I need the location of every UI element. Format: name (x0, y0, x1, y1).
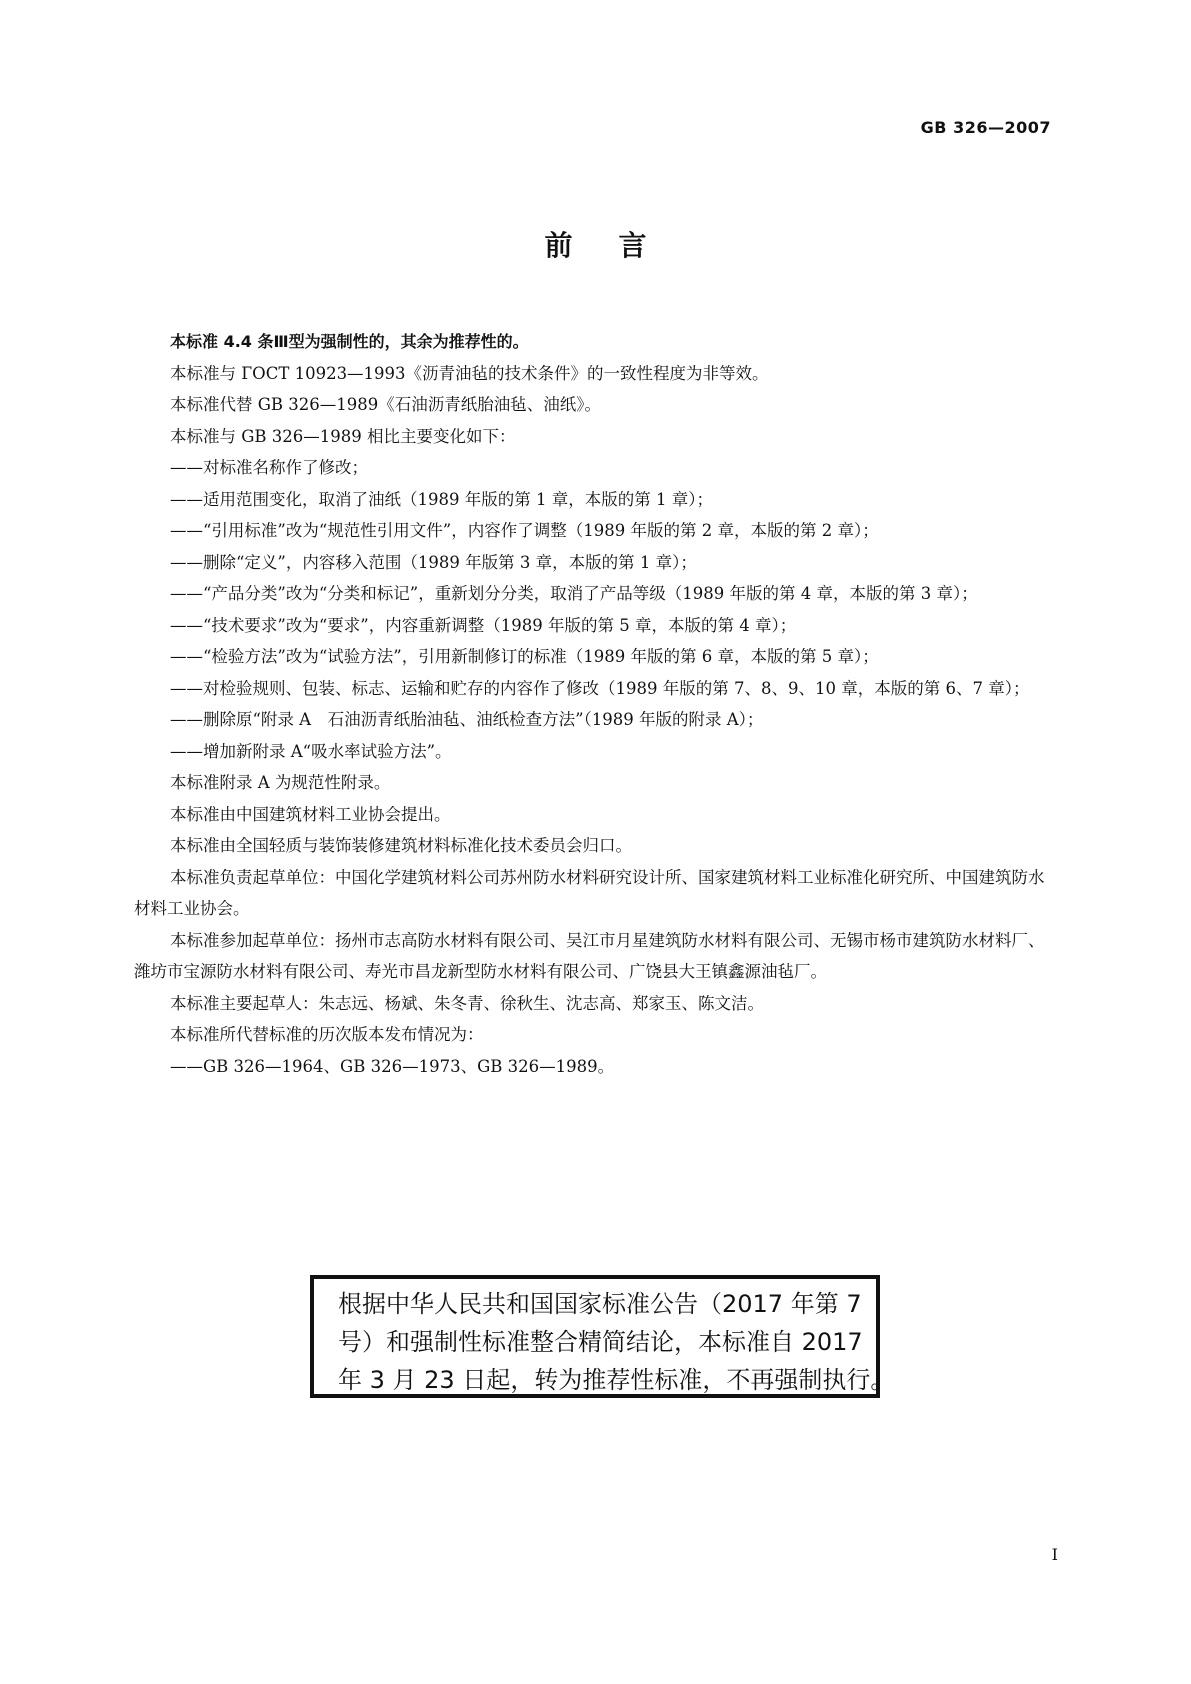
proposer-statement: 本标准由中国建筑材料工业协会提出。 (170, 804, 451, 824)
notice-line: 年 3 月 23 日起，转为推荐性标准，不再强制执行。 (338, 1366, 895, 1394)
change-item: ——适用范围变化，取消了油纸（1989 年版的第 1 章，本版的第 1 章）； (170, 489, 713, 509)
notice-line: 根据中华人民共和国国家标准公告（2017 年第 7 (338, 1290, 862, 1318)
notice-line: 号）和强制性标准整合精简结论，本标准自 2017 (338, 1328, 863, 1356)
committee-statement: 本标准由全国轻质与装饰装修建筑材料标准化技术委员会归口。 (170, 836, 632, 855)
replacement-statement: 本标准代替 GB 326—1989《石油沥青纸胎油毡、油纸》。 (170, 395, 602, 414)
change-item: ——对标准名称作了修改； (170, 458, 368, 477)
participating-drafting-units: 本标准参加起草单位：扬州市志高防水材料有限公司、吴江市月星建筑防水材料有限公司、无锡市杨市建筑防水材料厂、潍坊市宝源防水材料有限公司、寿光市昌龙新型防水材料有限公司、广饶县大王镇鑫源油毡厂。 (134, 930, 1045, 981)
change-item: ——删除原“附录 A 石油沥青纸胎油毡、油纸检查方法”（1989 年版的附录 A）； (170, 710, 764, 729)
mandatory-clause-statement: 本标准 4.4 条Ⅲ型为强制性的，其余为推荐性的。 (170, 332, 529, 351)
change-item: ——“检验方法”改为“试验方法”，引用新制修订的标准（1989 年版的第 6 章，本版的第 5 章）； (170, 647, 879, 666)
change-item: ——“产品分类”改为“分类和标记”，重新划分分类，取消了产品等级（1989 年版的第 4 章，本版的第 3 章）； (170, 584, 978, 603)
page-title: 前言 (544, 229, 693, 262)
appendix-statement: 本标准附录 A 为规范性附录。 (170, 773, 391, 792)
status-notice-box (310, 1275, 895, 1398)
changes-intro: 本标准与 GB 326—1989 相比主要变化如下： (170, 426, 516, 446)
standard-code: GB 326—2007 (920, 118, 1051, 137)
change-item: ——删除“定义”，内容移入范围（1989 年版第 3 章，本版的第 1 章）； (170, 552, 697, 572)
main-drafters: 本标准主要起草人：朱志远、杨斌、朱冬青、徐秋生、沈志高、郑家玉、陈文洁。 (170, 993, 764, 1013)
change-item: ——“引用标准”改为“规范性引用文件”，内容作了调整（1989 年版的第 2 章，本版的第 2 章）； (170, 521, 879, 540)
page-number: I (1051, 1545, 1058, 1564)
change-item: ——增加新附录 A“吸水率试验方法”。 (170, 741, 452, 761)
lead-drafting-units: 本标准负责起草单位：中国化学建筑材料公司苏州防水材料研究设计所、国家建筑材料工业标准化研究所、中国建筑防水材料工业协会。 (134, 867, 1045, 918)
change-item: ——“技术要求”改为“要求”，内容重新调整（1989 年版的第 5 章，本版的第 4 章）； (170, 615, 797, 635)
change-item: ——对检验规则、包装、标志、运输和贮存的内容作了修改（1989 年版的第 7、8、9、10 章，本版的第 6、7 章）； (170, 678, 1030, 698)
foreword-body (134, 326, 1060, 1082)
version-history-intro: 本标准所代替标准的历次版本发布情况为： (170, 1025, 484, 1044)
consistency-statement: 本标准与 ГОСТ 10923—1993《沥青油毡的技术条件》的一致性程度为非等效。 (170, 363, 769, 383)
previous-versions: ——GB 326—1964、GB 326—1973、GB 326—1989。 (170, 1056, 615, 1076)
